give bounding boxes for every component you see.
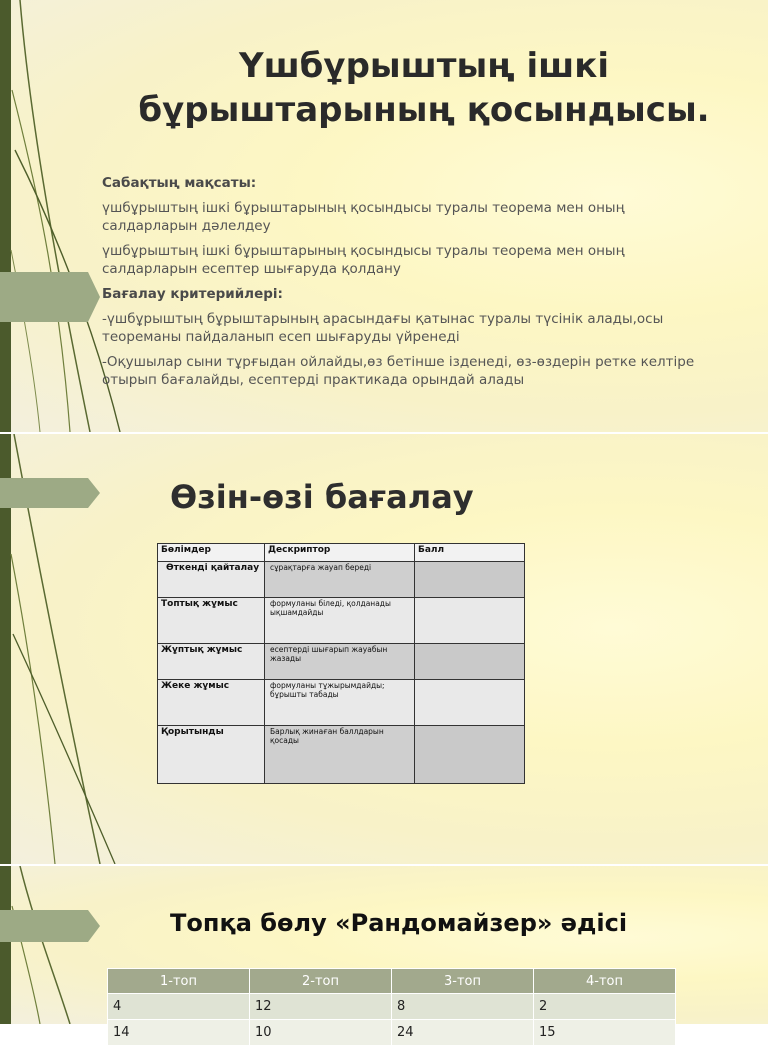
descriptor-cell: формуланы тұжырымдайды; бұрышты табады bbox=[265, 680, 415, 726]
criteria-heading: Бағалау критерийлері: bbox=[102, 286, 283, 302]
group-cell: 8 bbox=[392, 994, 534, 1020]
arrow-tab bbox=[0, 910, 100, 942]
group-cell: 12 bbox=[250, 994, 392, 1020]
criteria-item: -Оқушылар сыни тұрғыдан ойлайды,өз бетінше ізденеді, өз-өздерін ретке келтіре отырып бағалайды, есептерді практикада орындай алады bbox=[102, 354, 695, 388]
group-header: 4-топ bbox=[534, 969, 676, 994]
section-cell: Жұптық жұмыс bbox=[158, 644, 265, 680]
table-row bbox=[158, 726, 525, 784]
arrow-tab bbox=[0, 478, 100, 508]
section-cell: Қорытынды bbox=[158, 726, 265, 784]
group-header: 2-топ bbox=[250, 969, 392, 994]
score-cell[interactable] bbox=[415, 726, 525, 784]
table-header-cell: Дескриптор bbox=[265, 544, 415, 562]
arrow-tab bbox=[0, 272, 100, 322]
score-cell[interactable] bbox=[415, 598, 525, 644]
descriptor-cell: Барлық жинаған баллдарын қосады bbox=[265, 726, 415, 784]
group-cell: 2 bbox=[534, 994, 676, 1020]
group-cell: 15 bbox=[534, 1020, 676, 1046]
section-cell: Жеке жұмыс bbox=[158, 680, 265, 726]
section-cell: Өткенді қайталау bbox=[158, 562, 265, 598]
table-row bbox=[108, 1020, 676, 1046]
group-cell: 14 bbox=[108, 1020, 250, 1046]
group-header: 3-топ bbox=[392, 969, 534, 994]
group-cell: 10 bbox=[250, 1020, 392, 1046]
score-cell[interactable] bbox=[415, 644, 525, 680]
group-cell: 24 bbox=[392, 1020, 534, 1046]
table-row bbox=[158, 680, 525, 726]
goal-item: үшбұрыштың ішкі бұрыштарының қосындысы туралы теорема мен оның салдарларын дәлелдеу bbox=[102, 200, 625, 234]
goal-heading: Сабақтың мақсаты: bbox=[102, 175, 257, 191]
descriptor-cell: есептерді шығарып жауабын жазады bbox=[265, 644, 415, 680]
slide-1 bbox=[0, 0, 768, 432]
descriptor-cell: сұрақтарға жауап береді bbox=[265, 562, 415, 598]
self-assessment-table bbox=[157, 543, 525, 784]
table-row bbox=[158, 644, 525, 680]
lesson-goals bbox=[102, 174, 702, 396]
criteria-item: -үшбұрыштың бұрыштарының арасындағы қатынас туралы түсінік алады,осы теореманы пайдаланып есеп шығаруды үйренеді bbox=[102, 311, 664, 345]
table-row bbox=[158, 562, 525, 598]
goal-item: үшбұрыштың ішкі бұрыштарының қосындысы туралы теорема мен оның салдарларын есептер шығаруда қолдану bbox=[102, 243, 625, 277]
group-cell: 4 bbox=[108, 994, 250, 1020]
group-header: 1-топ bbox=[108, 969, 250, 994]
groups-table bbox=[107, 968, 676, 1046]
self-assessment-title: Өзін-өзі бағалау bbox=[170, 478, 474, 516]
section-cell: Топтық жұмыс bbox=[158, 598, 265, 644]
table-header-row bbox=[108, 969, 676, 994]
score-cell[interactable] bbox=[415, 680, 525, 726]
score-cell[interactable] bbox=[415, 562, 525, 598]
table-header-cell: Бөлімдер bbox=[158, 544, 265, 562]
table-header-cell: Балл bbox=[415, 544, 525, 562]
table-header-row bbox=[158, 544, 525, 562]
descriptor-cell: формуланы біледі, қолданады ықшамдайды bbox=[265, 598, 415, 644]
table-row bbox=[108, 994, 676, 1020]
table-row bbox=[158, 598, 525, 644]
grouping-title: Топқа бөлу «Рандомайзер» әдісі bbox=[170, 909, 628, 937]
slide-title: Үшбұрыштың ішкі бұрыштарының қосындысы. bbox=[138, 46, 710, 130]
